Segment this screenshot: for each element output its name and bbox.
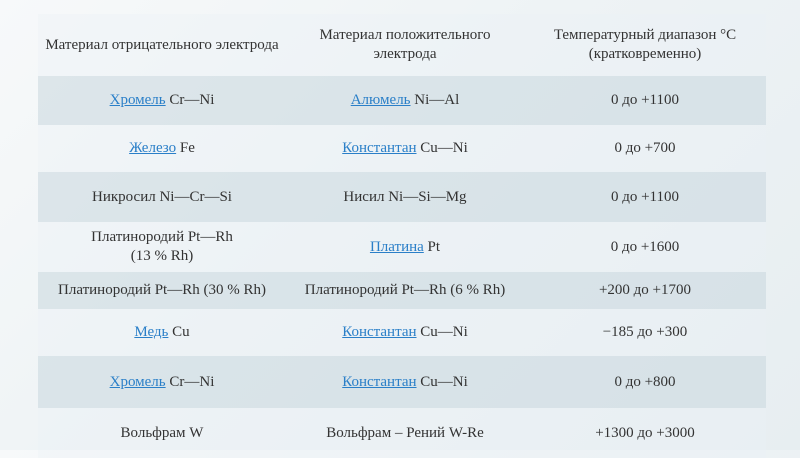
range-cell: 0 до +1100 [610, 92, 680, 108]
range-cell: 0 до +800 [614, 373, 676, 390]
table-row [38, 408, 766, 458]
table-row [38, 222, 766, 272]
positive-cell [286, 222, 524, 272]
positive-cell [286, 125, 524, 172]
range-cell: 0 до +1600 [610, 238, 680, 255]
material-formula: Pt [423, 238, 441, 255]
thermocouple-table [38, 14, 766, 458]
range-cell: 0 до +1100 [610, 188, 680, 205]
material-formula: Cu—Ni [416, 373, 468, 390]
table-row [38, 125, 766, 172]
positive-cell [286, 356, 524, 408]
material-link[interactable]: Константан [342, 140, 417, 156]
material-formula: Cu—Ni [416, 324, 468, 340]
material-link[interactable]: Хромель [109, 373, 166, 390]
material-name: Платинородий Pt—Rh [91, 229, 233, 245]
material-formula: Cr—Ni [165, 92, 215, 108]
positive-cell: Нисил Ni—Si—Mg [343, 188, 467, 205]
header-temperature-range: Температурный диапазон °C (кратковременно) [553, 27, 737, 62]
material-link[interactable]: Константан [342, 324, 417, 340]
negative-cell [38, 125, 286, 172]
table-row [38, 272, 766, 309]
table-row [38, 309, 766, 356]
positive-cell: Вольфрам – Рений W-Re [326, 424, 484, 441]
header-positive-electrode: Материал положительного электрода [319, 27, 491, 62]
negative-cell: Вольфрам W [120, 424, 204, 441]
material-composition: (13 % Rh) [130, 248, 194, 264]
material-link[interactable]: Платина [369, 238, 424, 255]
table-row [38, 356, 766, 408]
negative-cell [38, 309, 286, 356]
positive-cell: Платинородий Pt—Rh (6 % Rh) [304, 282, 506, 298]
material-link[interactable]: Медь [134, 324, 169, 340]
table-row [38, 172, 766, 222]
table-row [38, 76, 766, 125]
negative-cell [38, 222, 286, 272]
range-cell: +200 до +1700 [598, 282, 692, 298]
material-formula: Cu [168, 324, 190, 340]
positive-cell [286, 309, 524, 356]
negative-cell [38, 76, 286, 125]
material-link[interactable]: Хромель [109, 92, 166, 108]
negative-cell [38, 356, 286, 408]
material-formula: Fe [176, 140, 195, 156]
range-cell: 0 до +700 [614, 140, 676, 156]
header-negative-electrode: Материал отрицательного электрода [45, 36, 279, 53]
range-cell: +1300 до +3000 [595, 424, 695, 441]
material-formula: Ni—Al [410, 92, 460, 108]
material-formula: Cu—Ni [416, 140, 468, 156]
material-link[interactable]: Алюмель [350, 92, 411, 108]
material-link[interactable]: Железо [129, 140, 177, 156]
material-formula: Cr—Ni [165, 373, 215, 390]
range-cell: −185 до +300 [602, 324, 688, 340]
material-link[interactable]: Константан [342, 373, 417, 390]
negative-cell: Никросил Ni—Cr—Si [92, 188, 232, 205]
negative-cell: Платинородий Pt—Rh (30 % Rh) [58, 282, 266, 298]
table-header-row [38, 14, 766, 76]
positive-cell [286, 76, 524, 125]
